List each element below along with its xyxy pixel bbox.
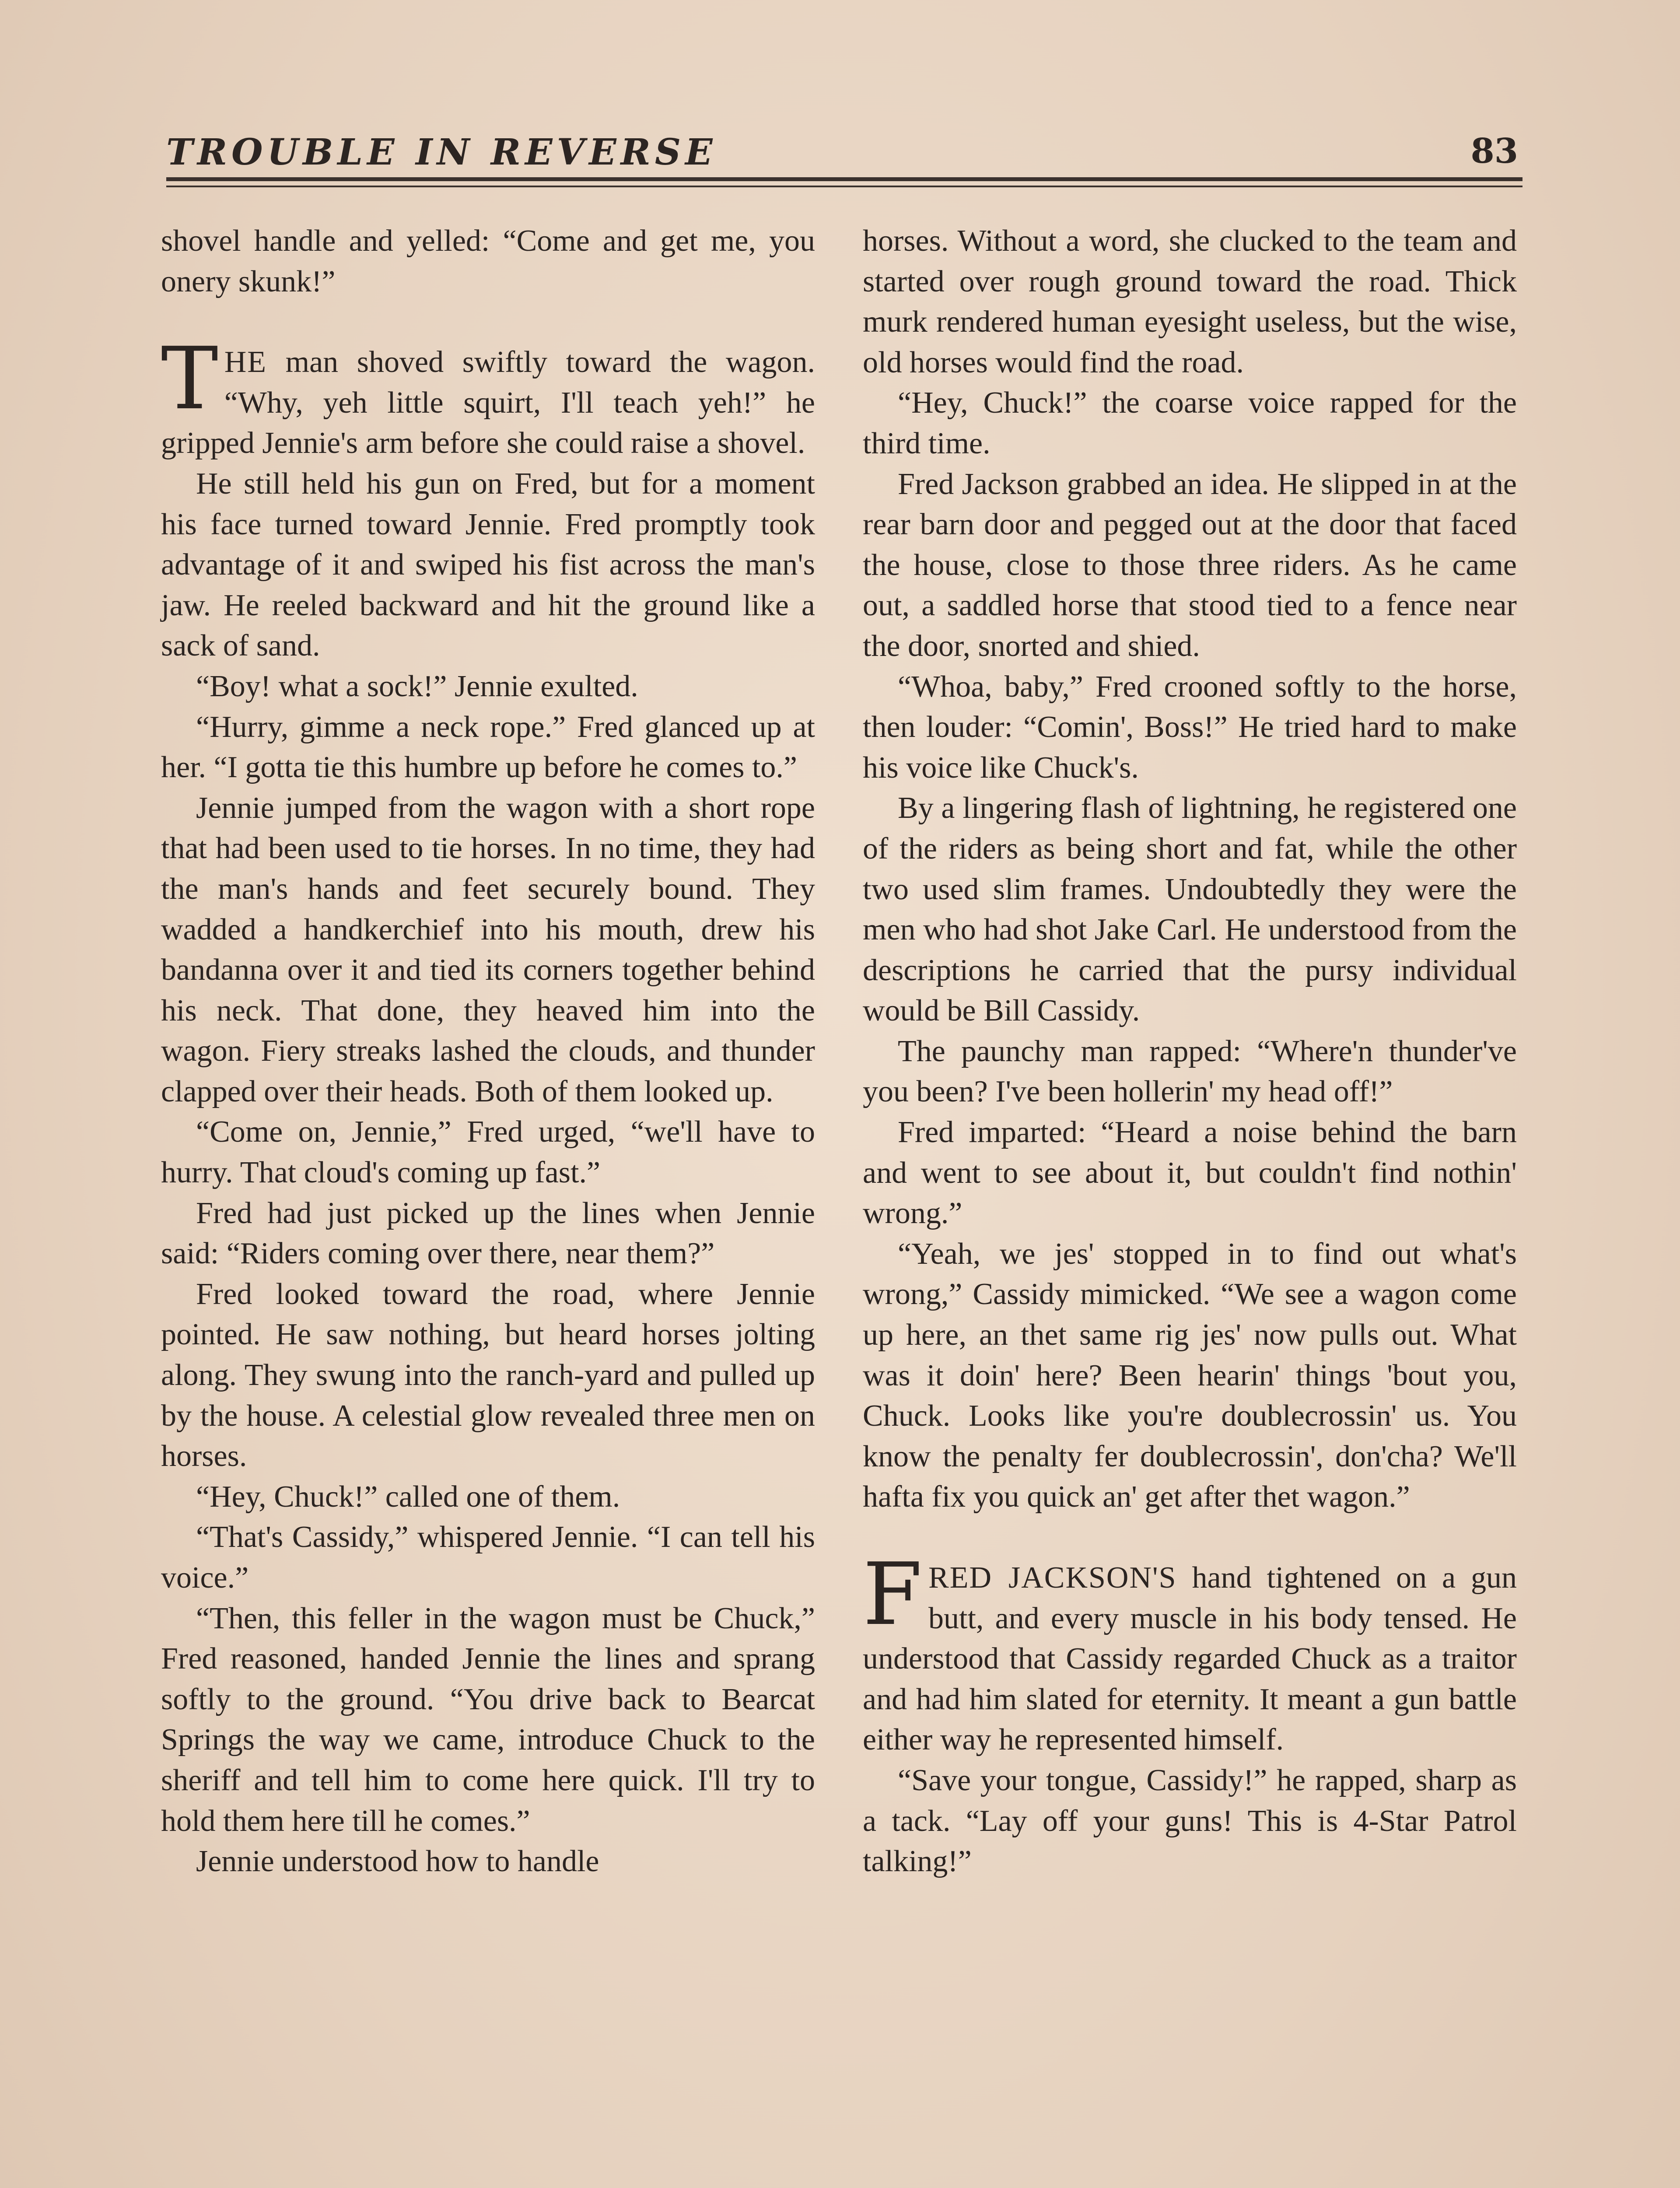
paragraph: Fred imparted: “Heard a noise behind the barn and went to see about it, but couldn't find nothin' wrong.” bbox=[863, 1115, 1517, 1231]
right-column bbox=[863, 221, 1517, 1882]
paragraph: Fred had just picked up the lines when Jennie said: “Riders coming over there, near them?” bbox=[161, 1196, 815, 1271]
paragraph: By a lingering flash of lightning, he registered one of the riders as being short and fat, while the other two used slim frames. Undoubtedly they were the men who had shot Jake Carl. He understood from the descriptions he carried that the pursy individual would be Bill Cassidy. bbox=[863, 791, 1517, 1028]
running-header bbox=[166, 127, 1522, 184]
paragraph: Fred Jackson grabbed an idea. He slipped in at the rear barn door and pegged out at the door that faced the house, close to those three riders. As he came out, a saddled horse that stood tied to a fence near the door, snorted and shied. bbox=[863, 467, 1517, 663]
paragraph: “That's Cassidy,” whispered Jennie. “I can tell his voice.” bbox=[161, 1520, 815, 1595]
paragraph: Fred looked toward the road, where Jennie pointed. He saw nothing, but heard horses jolting along. They swung into the ranch-yard and pulled up by the house. A celestial glow revealed three men on horses. bbox=[161, 1277, 815, 1473]
paragraph-dropcap bbox=[863, 1545, 1517, 1760]
paragraph: “Then, this feller in the wagon must be Chuck,” Fred reasoned, handed Jennie the lines and sprang softly to the ground. “You drive back to Bearcat Springs the way we came, introduce Chuck to the sheriff and tell him to come here quick. I'll try to hold them here till he comes.” bbox=[161, 1601, 815, 1838]
lead-in-caps: HE bbox=[224, 345, 267, 379]
page-number: 83 bbox=[1470, 131, 1518, 171]
paragraph-text: hand tightened on a gun butt, and every muscle in his body tensed. He understood that Cassidy regarded Chuck as a traitor and had him slated for eternity. It meant a gun battle either way he represented himself. bbox=[863, 1561, 1517, 1757]
drop-cap: T bbox=[161, 329, 218, 429]
paragraph: Jennie understood how to handle bbox=[196, 1844, 599, 1879]
paragraph: “Hey, Chuck!” the coarse voice rapped for the third time. bbox=[863, 386, 1517, 460]
paragraph-text: man shoved swiftly toward the wagon. “Why, yeh little squirt, I'll teach yeh!” he gripped Jennie's arm before she could raise a shovel. bbox=[161, 345, 815, 460]
paragraph-dropcap bbox=[161, 329, 815, 464]
paragraph: “Whoa, baby,” Fred crooned softly to the horse, then louder: “Comin', Boss!” He tried hard to make his voice like Chuck's. bbox=[863, 670, 1517, 785]
lead-in-caps: RED JACKSON'S bbox=[928, 1561, 1177, 1595]
paragraph: “Hey, Chuck!” called one of them. bbox=[196, 1480, 620, 1514]
left-column bbox=[161, 221, 815, 1882]
running-title: TROUBLE IN REVERSE bbox=[166, 131, 717, 173]
header-rule-thick bbox=[166, 177, 1522, 181]
paragraph: horses. Without a word, she clucked to the team and started over rough ground toward the road. Thick murk rendered human eyesight useless, but the wise, old horses would find the road. bbox=[863, 224, 1517, 379]
paragraph: The paunchy man rapped: “Where'n thunder've you been? I've been hollerin' my head off!” bbox=[863, 1034, 1517, 1109]
paragraph: Jennie jumped from the wagon with a short rope that had been used to tie horses. In no time, they had the man's hands and feet securely bound. They wadded a handkerchief into his mouth, drew his bandanna over it and tied its corners together behind his neck. That done, they heaved him into the wagon. Fiery streaks lashed the clouds, and thunder clapped over their heads. Both of them looked up. bbox=[161, 791, 815, 1108]
paragraph: “Hurry, gimme a neck rope.” Fred glanced up at her. “I gotta tie this humbre up before he comes to.” bbox=[161, 710, 815, 785]
paragraph: “Come on, Jennie,” Fred urged, “we'll have to hurry. That cloud's coming up fast.” bbox=[161, 1115, 815, 1190]
drop-cap: F bbox=[863, 1545, 922, 1645]
paragraph: shovel handle and yelled: “Come and get me, you onery skunk!” bbox=[161, 224, 815, 298]
paragraph: “Boy! what a sock!” Jennie exulted. bbox=[196, 669, 638, 703]
paragraph: “Save your tongue, Cassidy!” he rapped, sharp as a tack. “Lay off your guns! This is 4-Star Patrol talking!” bbox=[863, 1763, 1517, 1879]
paragraph: He still held his gun on Fred, but for a moment his face turned toward Jennie. Fred promptly took advantage of it and swiped his fist across the man's jaw. He reeled backward and hit the ground like a sack of sand. bbox=[161, 466, 815, 663]
paragraph: “Yeah, we jes' stopped in to find out what's wrong,” Cassidy mimicked. “We see a wagon come up here, an thet same rig jes' now pulls out. What was it doin' here? Been hearin' things 'bout you, Chuck. Looks like you're doublecrossin' us. You know the penalty fer doublecrossin', don'cha? We'll hafta fix you quick an' get after thet wagon.” bbox=[863, 1237, 1517, 1514]
header-rule-thin bbox=[166, 186, 1522, 187]
